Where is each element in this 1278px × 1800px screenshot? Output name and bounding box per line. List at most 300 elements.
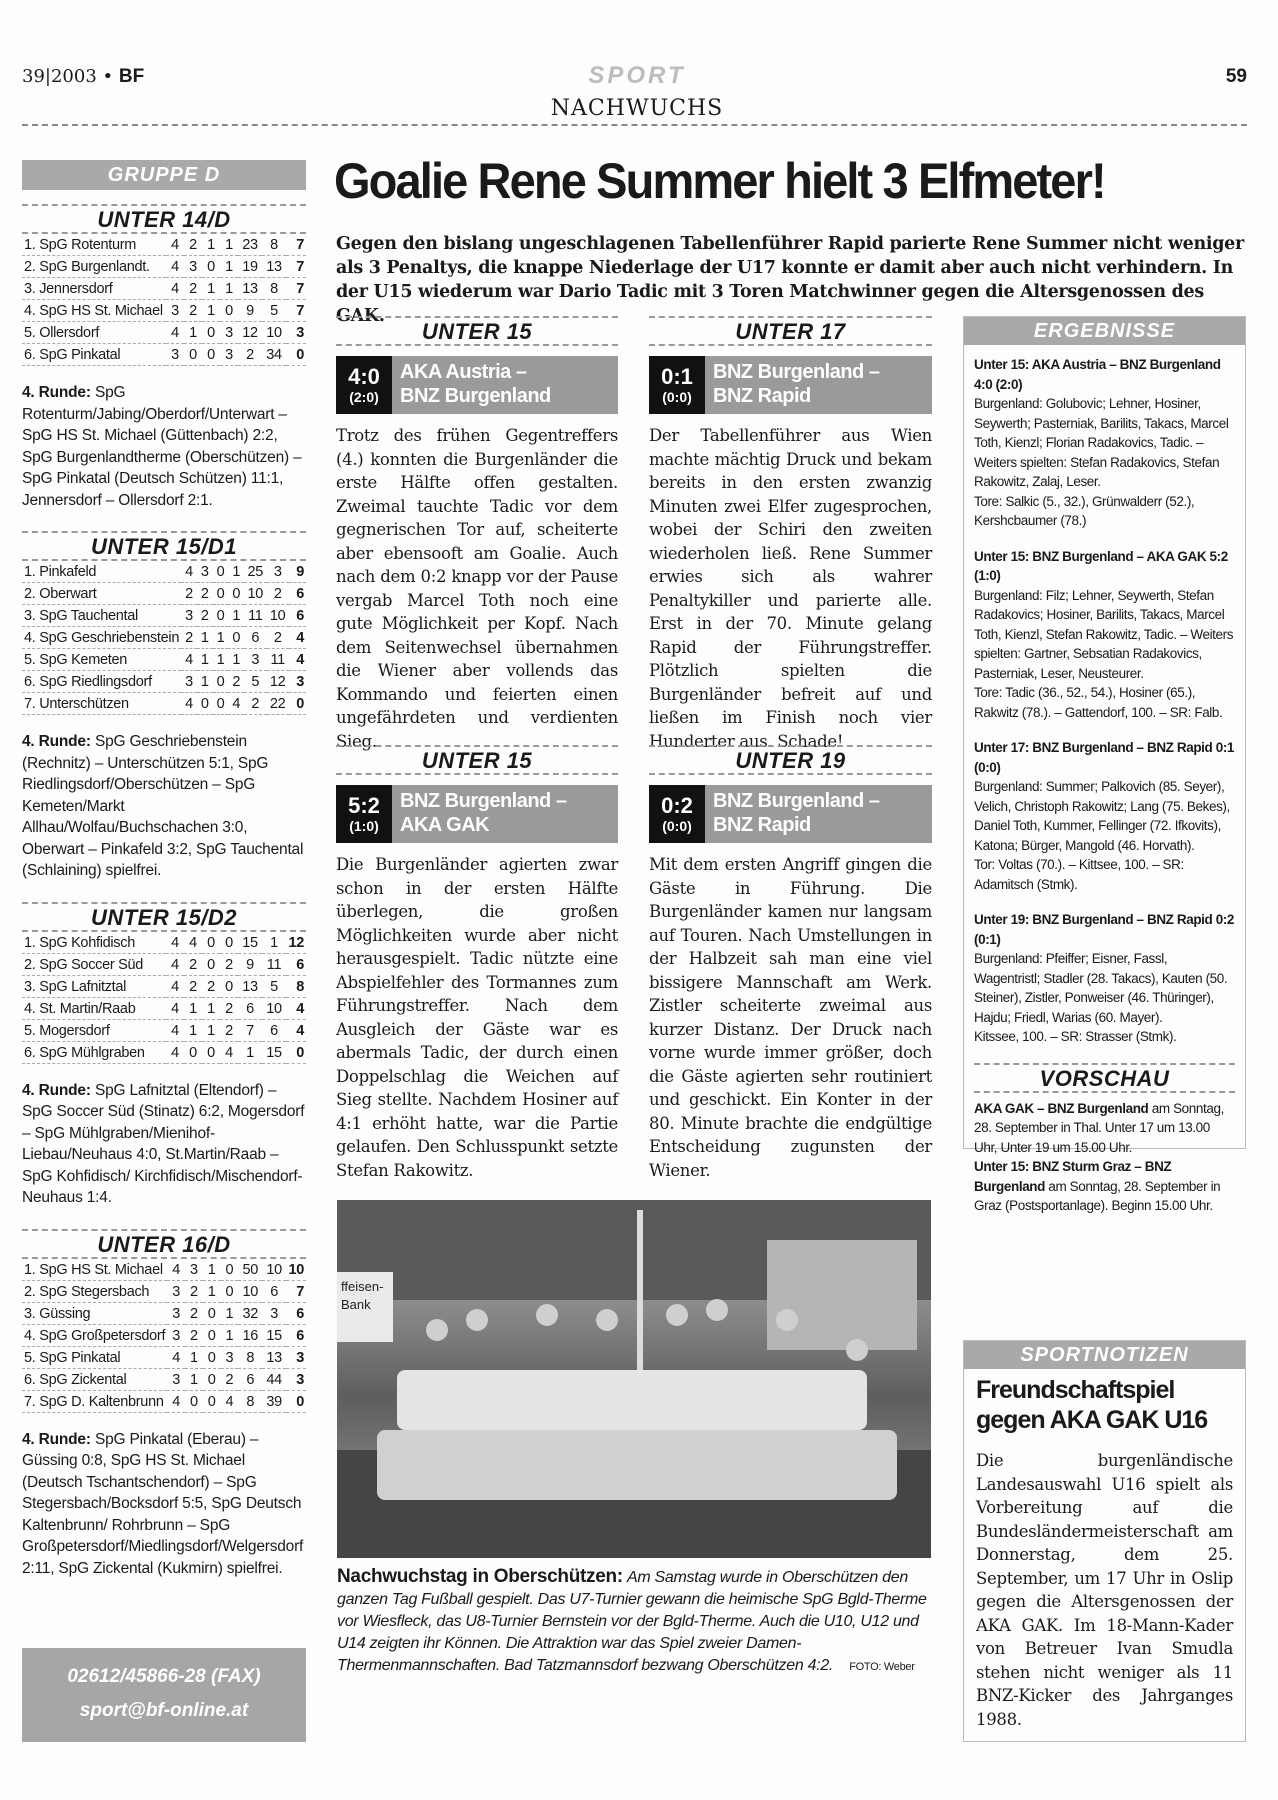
teams: AKA Austria – BNZ Burgenland: [400, 361, 551, 407]
standings-table-u14: [22, 234, 306, 366]
points: 3: [286, 322, 306, 344]
page-header: [22, 62, 1247, 128]
stat-cell: 6: [262, 1280, 286, 1302]
stat-cell: 3: [166, 344, 184, 366]
stat-cell: 3: [220, 322, 238, 344]
stat-cell: 5: [262, 975, 286, 997]
points: 9: [289, 561, 306, 583]
points: 6: [289, 583, 306, 605]
team-name: 6. SpG Mühlgraben: [22, 1041, 166, 1063]
stat-cell: 2: [244, 693, 266, 715]
stat-cell: 0: [203, 1368, 221, 1390]
table-row: [22, 997, 306, 1019]
notes-text: Die burgenländische Landesauswahl U16 spielt als Vorbereitung auf die Bundesländermeisterschaft am Donnerstag, dem 25. September, um 17 Uhr in Oslip gegen die Altersgenossen der AKA GAK. Im 18-Mann-Kader von Betreuer Ivan Smudla stehen nicht weniger als 11 BNZ-Kicker des Jahrganges 1988.: [976, 1451, 1233, 1729]
stat-cell: 3: [262, 1302, 286, 1324]
stat-cell: 11: [262, 953, 286, 975]
stat-cell: 1: [228, 561, 244, 583]
stat-cell: 1: [197, 671, 213, 693]
stat-cell: 2: [267, 627, 289, 649]
stat-cell: 4: [181, 693, 197, 715]
stat-cell: 0: [203, 1346, 221, 1368]
stat-cell: 4: [167, 1390, 185, 1412]
round-results: 4. Runde: SpG Rotenturm/Jabing/Oberdorf/Unterwart – SpG HS St. Michael (Güttenbach) 2:2, SpG Burgenlandtherme (Oberschützen) – SpG Pinkatal (Deutsch Schützen) 11:1, Jennersdorf – Ollersdorf 2:1.: [22, 384, 302, 509]
points: 6: [286, 953, 306, 975]
table-row: [22, 605, 306, 627]
game-column-3: [336, 745, 618, 1182]
table-row: [22, 344, 306, 366]
stat-cell: 3: [167, 1302, 185, 1324]
stat-cell: 0: [213, 605, 229, 627]
preview-list: [964, 1093, 1245, 1216]
stat-cell: 10: [262, 1259, 286, 1281]
table-row: [22, 975, 306, 997]
table-row: [22, 256, 306, 278]
stat-cell: 23: [238, 234, 262, 256]
stat-cell: 0: [184, 344, 202, 366]
points: 10: [286, 1259, 306, 1281]
stat-cell: 4: [166, 1019, 184, 1041]
stat-cell: 0: [220, 300, 238, 322]
stat-cell: 10: [262, 322, 286, 344]
table-row: [22, 234, 306, 256]
stat-cell: 2: [228, 671, 244, 693]
preview-item: AKA GAK – BNZ Burgenland am Sonntag, 28. September in Thal. Unter 17 um 13.00 Uhr, Unter 19 um 15.00 Uhr.: [974, 1100, 1224, 1155]
stat-cell: 8: [238, 1346, 262, 1368]
stat-cell: 2: [220, 953, 238, 975]
table-row: [22, 1390, 306, 1412]
stat-cell: 13: [238, 975, 262, 997]
stat-cell: 1: [213, 649, 229, 671]
stat-cell: 2: [185, 1280, 203, 1302]
notes-box: [963, 1340, 1246, 1742]
game-score-box: [649, 785, 932, 843]
stat-cell: 1: [221, 1302, 239, 1324]
stat-cell: 8: [238, 1390, 262, 1412]
subsection-title: NACHWUCHS: [550, 96, 724, 121]
score-badge: 4:0 (2:0): [336, 356, 392, 414]
stat-cell: 9: [238, 953, 262, 975]
stat-cell: 0: [213, 583, 229, 605]
team-name: 1. SpG HS St. Michael: [22, 1259, 167, 1281]
stat-cell: 3: [166, 300, 184, 322]
stat-cell: 2: [185, 1302, 203, 1324]
game-score-box: [336, 785, 618, 843]
team-photo: [337, 1200, 931, 1558]
stat-cell: 3: [167, 1324, 185, 1346]
stat-cell: 0: [203, 1324, 221, 1346]
stat-cell: 4: [166, 975, 184, 997]
points: 8: [286, 975, 306, 997]
result-item: Unter 15: BNZ Burgenland – AKA GAK 5:2 (1:0) Burgenland: Filz; Lehner, Seywerth, Stefan Radakovics; Hosiner, Barilits, Takacs, Marcel Toth, Kienzl, Stefan Rakowitz, Tadic. – Weiters spielten: Gartner, Sebsatian Radakovics, Pasterniak, Leser, Neusteurer. Tore: Tadic (36., 52., 54.), Hosiner (65.), Rakwitz (78.). – Gattendorf, 100. – SR: Falb.: [974, 548, 1234, 720]
stat-cell: 3: [220, 344, 238, 366]
points: 4: [289, 627, 306, 649]
stat-cell: 1: [197, 649, 213, 671]
game-report: Mit dem ersten Angriff gingen die Gäste in Führung. Die Burgenländer kamen nur langsam auf Touren. Nach Umstellungen in der Halbzeit sah man eine viel bissigere Mannschaft am Werk. Zistler scheiterte zweimal aus kurzer Distanz. Der Druck nach vorne wurde immer größer, doch die Gäste agierten sehr routiniert und geschickt. Ein Konter in der 80. Minute brachte die endgültige Entscheidung zugunsten der Wiener.: [649, 855, 932, 1180]
stat-cell: 0: [202, 322, 220, 344]
stat-cell: 0: [213, 561, 229, 583]
stat-cell: 4: [166, 256, 184, 278]
stat-cell: 2: [184, 953, 202, 975]
stat-cell: 0: [184, 1041, 202, 1063]
stat-cell: 1: [184, 997, 202, 1019]
table-title: UNTER 15/D1: [22, 531, 306, 561]
team-name: 1. SpG Rotenturm: [22, 234, 166, 256]
bank-banner: ffeisen- Bank: [337, 1272, 393, 1342]
stat-cell: 3: [185, 1259, 203, 1281]
stat-cell: 19: [238, 256, 262, 278]
table-title: UNTER 16/D: [22, 1229, 306, 1259]
points: 6: [286, 1324, 306, 1346]
photo-credit: FOTO: Weber: [849, 1661, 915, 1673]
results-title: ERGEBNISSE: [964, 317, 1245, 345]
stat-cell: 2: [184, 300, 202, 322]
stat-cell: 1: [197, 627, 213, 649]
points: 3: [286, 1346, 306, 1368]
game-column-1: [336, 316, 618, 753]
table-row: [22, 932, 306, 954]
stat-cell: 2: [184, 975, 202, 997]
stat-cell: 15: [262, 1324, 286, 1346]
points: 4: [286, 1019, 306, 1041]
game-category: UNTER 15: [336, 316, 618, 346]
team-name: 2. SpG Stegersbach: [22, 1280, 167, 1302]
stat-cell: 0: [203, 1302, 221, 1324]
preview-title: VORSCHAU: [974, 1063, 1235, 1093]
stat-cell: 1: [238, 1041, 262, 1063]
teams: BNZ Burgenland – AKA GAK: [400, 790, 567, 836]
stat-cell: 1: [203, 1280, 221, 1302]
stat-cell: 4: [166, 322, 184, 344]
game-category: UNTER 19: [649, 745, 932, 775]
team-name: 3. SpG Tauchental: [22, 605, 181, 627]
team-name: 3. Jennersdorf: [22, 278, 166, 300]
points: 3: [286, 1368, 306, 1390]
points: 4: [289, 649, 306, 671]
stat-cell: 3: [181, 605, 197, 627]
team-name: 2. SpG Burgenlandt.: [22, 256, 166, 278]
stat-cell: 3: [197, 561, 213, 583]
stat-cell: 5: [244, 671, 266, 693]
score-badge: 0:1 (0:0): [649, 356, 705, 414]
team-name: 5. Ollersdorf: [22, 322, 166, 344]
section-title: SPORT: [588, 62, 686, 89]
stat-cell: 1: [202, 278, 220, 300]
points: 7: [286, 278, 306, 300]
team-name: 4. SpG Geschriebenstein: [22, 627, 181, 649]
round-results: 4. Runde: SpG Pinkatal (Eberau) – Güssing 0:8, SpG HS St. Michael (Deutsch Tschantschendorf) – SpG Stegersbach/Bocksdorf 5:5, SpG Deutsch Kaltenbrunn/ Rohrbrunn – SpG Großpetersdorf/Miedlingsdorf/Welgersdorf 2:11, SpG Zickental (Kukmirn) spielfrei.: [22, 1430, 304, 1577]
stat-cell: 0: [203, 1390, 221, 1412]
stat-cell: 0: [221, 1280, 239, 1302]
stat-cell: 1: [213, 627, 229, 649]
stat-cell: 1: [184, 1019, 202, 1041]
stat-cell: 0: [202, 344, 220, 366]
game-score-box: [336, 356, 618, 414]
stat-cell: 1: [220, 278, 238, 300]
table-row: [22, 1302, 306, 1324]
team-name: 1. SpG Kohfidisch: [22, 932, 166, 954]
notes-title: SPORTNOTIZEN: [964, 1341, 1245, 1369]
stat-cell: 2: [267, 583, 289, 605]
points: 3: [289, 671, 306, 693]
stat-cell: 2: [185, 1324, 203, 1346]
stat-cell: 3: [244, 649, 266, 671]
stat-cell: 8: [262, 234, 286, 256]
stat-cell: 13: [262, 256, 286, 278]
teams: BNZ Burgenland – BNZ Rapid: [713, 790, 880, 836]
standings-table-u16: [22, 1259, 306, 1413]
points: 0: [289, 693, 306, 715]
stat-cell: 3: [184, 256, 202, 278]
team-name: 5. SpG Kemeten: [22, 649, 181, 671]
stat-cell: 2: [181, 583, 197, 605]
stat-cell: 13: [238, 278, 262, 300]
stat-cell: 1: [220, 234, 238, 256]
stat-cell: 4: [166, 234, 184, 256]
stat-cell: 4: [167, 1259, 185, 1281]
stat-cell: 2: [197, 605, 213, 627]
team-name: 2. Oberwart: [22, 583, 181, 605]
table-row: [22, 561, 306, 583]
stat-cell: 10: [262, 997, 286, 1019]
stat-cell: 1: [228, 605, 244, 627]
table-row: [22, 693, 306, 715]
issue-number: 39|2003 • BF: [22, 66, 145, 87]
team-name: 4. SpG HS St. Michael: [22, 300, 166, 322]
stat-cell: 25: [244, 561, 266, 583]
team-name: 4. St. Martin/Raab: [22, 997, 166, 1019]
points: 4: [286, 997, 306, 1019]
left-column: [22, 160, 306, 1579]
stat-cell: 0: [197, 693, 213, 715]
stat-cell: 34: [262, 344, 286, 366]
points: 7: [286, 1280, 306, 1302]
fax-number: 02612/45866-28 (FAX): [67, 1666, 261, 1687]
stat-cell: 4: [166, 1041, 184, 1063]
game-score-box: [649, 356, 932, 414]
table-row: [22, 671, 306, 693]
stat-cell: 0: [221, 1259, 239, 1281]
photo-caption: [337, 1566, 931, 1678]
stat-cell: 4: [228, 693, 244, 715]
stat-cell: 6: [238, 997, 262, 1019]
stat-cell: 1: [202, 234, 220, 256]
stat-cell: 8: [262, 278, 286, 300]
stat-cell: 3: [167, 1368, 185, 1390]
table-row: [22, 1280, 306, 1302]
table-row: [22, 1324, 306, 1346]
stat-cell: 15: [238, 932, 262, 954]
team-name: 6. SpG Pinkatal: [22, 344, 166, 366]
stat-cell: 10: [238, 1280, 262, 1302]
stat-cell: 1: [228, 649, 244, 671]
stat-cell: 3: [267, 561, 289, 583]
stat-cell: 11: [244, 605, 266, 627]
stat-cell: 1: [221, 1324, 239, 1346]
game-column-4: [649, 745, 932, 1182]
table-row: [22, 953, 306, 975]
stat-cell: 2: [181, 627, 197, 649]
table-row: [22, 278, 306, 300]
header-rule: [22, 124, 1247, 126]
stat-cell: 1: [202, 997, 220, 1019]
photo-illustration: [337, 1200, 931, 1558]
table-row: [22, 1041, 306, 1063]
points: 6: [289, 605, 306, 627]
stat-cell: 2: [184, 234, 202, 256]
team-name: 1. Pinkafeld: [22, 561, 181, 583]
stat-cell: 0: [213, 693, 229, 715]
page-number: 59: [1225, 66, 1247, 87]
table-row: [22, 300, 306, 322]
stat-cell: 3: [221, 1346, 239, 1368]
stat-cell: 44: [262, 1368, 286, 1390]
stat-cell: 4: [167, 1346, 185, 1368]
game-category: UNTER 17: [649, 316, 932, 346]
results-list: [964, 345, 1245, 1047]
stat-cell: 3: [181, 671, 197, 693]
stat-cell: 2: [184, 278, 202, 300]
caption-title: Nachwuchstag in Oberschützen:: [337, 1566, 623, 1587]
stat-cell: 2: [220, 1019, 238, 1041]
table-row: [22, 322, 306, 344]
stat-cell: 13: [262, 1346, 286, 1368]
stat-cell: 2: [202, 975, 220, 997]
table-title: UNTER 14/D: [22, 204, 306, 234]
stat-cell: 0: [220, 975, 238, 997]
table-row: [22, 1019, 306, 1041]
article-headline: Goalie Rene Summer hielt 3 Elfmeter!: [334, 153, 1105, 209]
table-row: [22, 649, 306, 671]
standings-table-u15-d2: [22, 932, 306, 1064]
team-name: 3. SpG Lafnitztal: [22, 975, 166, 997]
team-name: 5. SpG Pinkatal: [22, 1346, 167, 1368]
result-item: Unter 15: AKA Austria – BNZ Burgenland 4:0 (2:0) Burgenland: Golubovic; Lehner, Hosiner, Seywerth; Pasterniak, Barilits, Takacs, Marcel Toth, Kienzl; Florian Radakovics, Tadic. – Weiters spielten: Stefan Radakovics, Stefan Rakowitz, Zalaj, Leser. Tore: Salkic (5., 32.), Grünwalderr (52.), Kershcbaumer (78.): [974, 357, 1229, 528]
stat-cell: 4: [221, 1390, 239, 1412]
team-name: 6. SpG Zickental: [22, 1368, 167, 1390]
stat-cell: 0: [202, 932, 220, 954]
team-name: 7. SpG D. Kaltenbrunn: [22, 1390, 167, 1412]
stat-cell: 4: [166, 278, 184, 300]
stat-cell: 10: [267, 605, 289, 627]
points: 7: [286, 234, 306, 256]
stat-cell: 0: [202, 256, 220, 278]
preview-item: Unter 15: BNZ Sturm Graz – BNZ Burgenland am Sonntag, 28. September in Graz (Postsportanlage). Beginn 15.00 Uhr.: [974, 1159, 1221, 1213]
notes-headline: Freundschaftspiel gegen AKA GAK U16: [976, 1376, 1208, 1434]
stat-cell: 4: [181, 649, 197, 671]
group-label: GRUPPE D: [22, 160, 306, 190]
stat-cell: 2: [197, 583, 213, 605]
stat-cell: 0: [228, 627, 244, 649]
result-item: Unter 17: BNZ Burgenland – BNZ Rapid 0:1 (0:0) Burgenland: Summer; Palkovich (85. Seyer), Velich, Christoph Rakowitz; Lang (75. Bekes), Daniel Toth, Kummer, Fellinger (72. Ifkovits), Katona; Bürger, Mangold (46. Horvath). Tor: Voltas (70.). – Kittsee, 100. – SR: Adamitsch (Stmk).: [974, 740, 1235, 892]
points: 7: [286, 300, 306, 322]
stat-cell: 1: [184, 322, 202, 344]
table-row: [22, 627, 306, 649]
caption-text: Am Samstag wurde in Oberschützen den ganzen Tag Fußball gespielt. Das U7-Turnier gewann die heimische SpG Bgld-Therme vor Wiesfleck, das U8-Turnier Bernstein vor der Bgld-Therme. Auch die U10, U12 und U14 zeigten ihr Können. Die Attraktion war das Spiel zweier Damen-Thermenmannschaften. Bad Tatzmannsdorf bezwang Oberschützen 4:2.: [337, 1569, 927, 1674]
stat-cell: 6: [262, 1019, 286, 1041]
round-results: 4. Runde: SpG Lafnitztal (Eltendorf) – SpG Soccer Süd (Stinatz) 6:2, Mogersdorf – SpG Mühlgraben/Mienihof-Liebau/Neuhaus 4:0, St.Martin/Raab – SpG Kohfidisch/ Kirchfidisch/Mischendorf-Neuhaus 1:4.: [22, 1081, 305, 1206]
stat-cell: 1: [220, 256, 238, 278]
stat-cell: 4: [184, 932, 202, 954]
stat-cell: 1: [262, 932, 286, 954]
stat-cell: 4: [166, 997, 184, 1019]
team-name: 5. Mogersdorf: [22, 1019, 166, 1041]
stat-cell: 11: [267, 649, 289, 671]
team-name: 3. Güssing: [22, 1302, 167, 1324]
game-report: Trotz des frühen Gegentreffers (4.) konnten die Burgenländer die erste Hälfte offen gestalten. Zweimal tauchte Tadic vor dem gegnerischen Tor auf, scheiterte aber ebensooft am Goalie. Auch nach dem 0:2 knapp vor der Pause vergab Marcel Toth noch eine gute Möglichkeit per Kopf. Nach dem Seitenwechsel übernahmen die Wiener aber vollends das Kommando und feierten einen ungefährdeten und verdienten Sieg.: [336, 426, 618, 751]
standings-table-u15-d1: [22, 561, 306, 715]
stat-cell: 4: [181, 561, 197, 583]
stat-cell: 6: [238, 1368, 262, 1390]
table-row: [22, 1368, 306, 1390]
game-report: Der Tabellenführer aus Wien machte mächtig Druck und bekam bereits in den ersten zwanzig Minuten zwei Elfer zugesprochen, wobei der Schiri den zweiten wiederholen ließ. Rene Summer erwies sich als wahrer Penaltykiller und parierte alle. Erst in der 70. Minute gelang Rapid der Führungstreffer. Plötzlich spielten die Burgenländer befreit auf und ließen im Finish noch vier Hunderter aus. Schade!: [649, 426, 932, 751]
stat-cell: 10: [244, 583, 266, 605]
round-results: 4. Runde: SpG Geschriebenstein (Rechnitz) – Unterschützen 5:1, SpG Riedlingsdorf/Oberschützen – SpG Kemeten/Markt Allhau/Wolfau/Buchschachen 3:0, Oberwart – Pinkafeld 3:2, SpG Tauchental (Schlaining) spielfrei.: [22, 733, 304, 879]
table-row: [22, 583, 306, 605]
points: 6: [286, 1302, 306, 1324]
score-badge: 0:2 (0:0): [649, 785, 705, 843]
stat-cell: 16: [238, 1324, 262, 1346]
game-category: UNTER 15: [336, 745, 618, 775]
email-link[interactable]: sport@bf-online.at: [79, 1700, 249, 1721]
stat-cell: 22: [267, 693, 289, 715]
table-row: [22, 1259, 306, 1281]
contact-box: [22, 1648, 306, 1742]
score-badge: 5:2 (1:0): [336, 785, 392, 843]
team-name: 4. SpG Großpetersdorf: [22, 1324, 167, 1346]
stat-cell: 6: [244, 627, 266, 649]
stat-cell: 15: [262, 1041, 286, 1063]
stat-cell: 32: [238, 1302, 262, 1324]
stat-cell: 2: [221, 1368, 239, 1390]
stat-cell: 0: [213, 671, 229, 693]
stat-cell: 5: [262, 300, 286, 322]
game-column-2: [649, 316, 932, 753]
team-name: 7. Unterschützen: [22, 693, 181, 715]
team-name: 2. SpG Soccer Süd: [22, 953, 166, 975]
stat-cell: 1: [185, 1346, 203, 1368]
stat-cell: 9: [238, 300, 262, 322]
points: 0: [286, 344, 306, 366]
stat-cell: 1: [203, 1259, 221, 1281]
stat-cell: 3: [167, 1280, 185, 1302]
results-box: [963, 316, 1246, 1213]
stat-cell: 1: [185, 1368, 203, 1390]
stat-cell: 1: [202, 1019, 220, 1041]
points: 7: [286, 256, 306, 278]
stat-cell: 12: [238, 322, 262, 344]
stat-cell: 0: [220, 932, 238, 954]
stat-cell: 2: [238, 344, 262, 366]
stat-cell: 1: [202, 300, 220, 322]
stat-cell: 4: [166, 953, 184, 975]
teams: BNZ Burgenland – BNZ Rapid: [713, 361, 880, 407]
team-name: 6. SpG Riedlingsdorf: [22, 671, 181, 693]
stat-cell: 0: [185, 1390, 203, 1412]
points: 0: [286, 1041, 306, 1063]
stat-cell: 0: [228, 583, 244, 605]
table-title: UNTER 15/D2: [22, 902, 306, 932]
game-report: Die Burgenländer agierten zwar schon in der ersten Hälfte überlegen, die großen Möglichkeiten wurde aber nicht herausgespielt. Tadic nützte eine Abspielfehler des Tormannes zum Führungstreffer. Nach dem Ausgleich der Gäste war es abermals Tadic, der durch einen Doppelschlag die Weichen auf Sieg stellte. Nachdem Hosiner auf 4:1 erhöht hatte, war die Partie gelaufen. Den Schlusspunkt setzte Stefan Rakowitz.: [336, 855, 618, 1180]
points: 0: [286, 1390, 306, 1412]
stat-cell: 12: [267, 671, 289, 693]
stat-cell: 4: [166, 932, 184, 954]
stat-cell: 4: [220, 1041, 238, 1063]
stat-cell: 50: [238, 1259, 262, 1281]
stat-cell: 39: [262, 1390, 286, 1412]
stat-cell: 0: [202, 953, 220, 975]
stat-cell: 7: [238, 1019, 262, 1041]
stat-cell: 0: [202, 1041, 220, 1063]
